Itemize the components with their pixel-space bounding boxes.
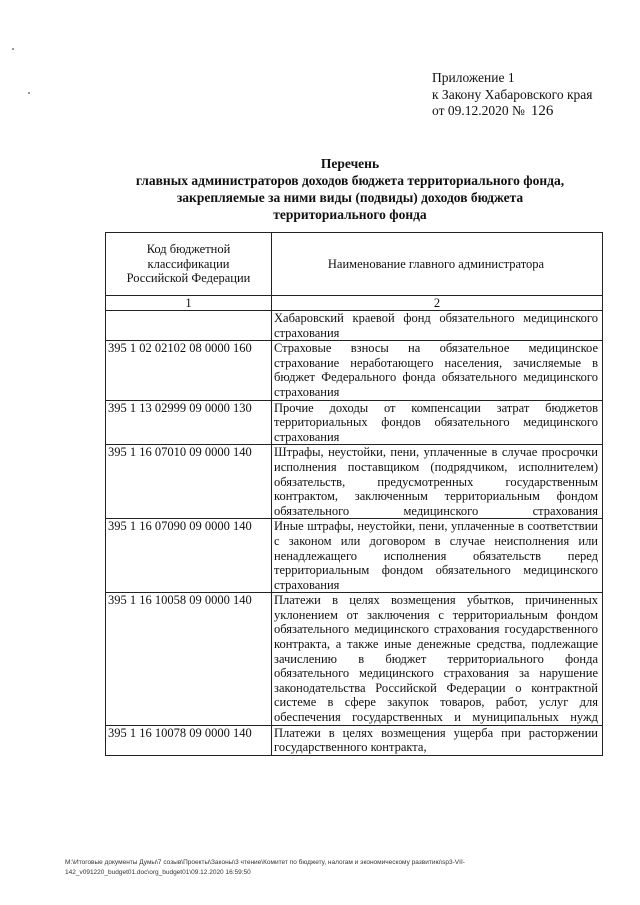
table-row xyxy=(106,593,603,725)
row-name: Штрафы, неустойки, пени, уплаченные в случае просрочки исполнения поставщиком (подрядчиком, исполнителем) обязательств, предусмотренных государственным контрактом, заключенным территориальным фондом обязательного медицинского страхования xyxy=(272,445,603,519)
table-row xyxy=(106,445,603,519)
row-code: 395 1 02 02102 08 0000 160 xyxy=(106,341,272,400)
scan-speck xyxy=(12,48,14,50)
title-line-2: главных администраторов доходов бюджета территориального фонда, xyxy=(135,173,565,188)
table-row xyxy=(106,311,603,341)
column-number-1: 1 xyxy=(106,296,272,311)
appendix-line-1: Приложение 1 xyxy=(432,70,515,85)
row-code: 395 1 16 07090 09 0000 140 xyxy=(106,519,272,593)
table-row xyxy=(106,725,603,755)
title-line-3: закрепляемые за ними виды (подвиды) доходов бюджета xyxy=(176,190,524,205)
appendix-line-2: к Закону Хабаровского края xyxy=(432,86,593,102)
table-row xyxy=(106,400,603,445)
table-row xyxy=(106,519,603,593)
table-row xyxy=(106,341,603,400)
header-code: Код бюджетной классификации Российской Федерации xyxy=(106,233,272,296)
column-number-2: 2 xyxy=(272,296,603,311)
row-name: Прочие доходы от компенсации затрат бюджетов территориальных фондов обязательного медицинского страхования xyxy=(272,400,603,445)
header-name: Наименование главного администратора xyxy=(272,233,603,296)
footer-line-1: M:\Итоговые документы Думы\7 созыв\Проекты\Законы\3 чтение\Комитет по бюджету, налогам и экономическому развитию\sp3-VII- xyxy=(65,859,465,866)
row-code: 395 1 16 10058 09 0000 140 xyxy=(106,593,272,725)
revenue-table xyxy=(105,232,603,756)
table-header-row xyxy=(106,233,603,296)
row-name: Платежи в целях возмещения убытков, причиненных уклонением от заключения с территориальным фондом обязательного медицинского страхования государственного контракта, а также иные денежные средства, подлежащие зачислению в бюджет территориального фонда обязательного медицинского страхования за нарушение законодательства Российской Федерации о контрактной системе в сфере закупок товаров, работ, услуг для обеспечения государственных и муниципальных нужд xyxy=(272,593,603,725)
appendix-line-3 xyxy=(432,103,593,120)
row-code: 395 1 16 10078 09 0000 140 xyxy=(106,725,272,755)
appendix-block xyxy=(432,70,593,120)
appendix-date: от 09.12.2020 № xyxy=(432,103,525,118)
scan-speck xyxy=(28,92,30,94)
footer-line-2: 142_v091220_budget01.doc\org_budget01\09.12.2020 16:59:50 xyxy=(65,869,251,876)
title-line-1: Перечень xyxy=(320,156,380,171)
row-name: Хабаровский краевой фонд обязательного медицинского страхования xyxy=(272,311,603,341)
title-line-4: территориального фонда xyxy=(273,207,427,222)
file-path-footer xyxy=(65,858,610,878)
row-code: 395 1 16 07010 09 0000 140 xyxy=(106,445,272,519)
row-code: 395 1 13 02999 09 0000 130 xyxy=(106,400,272,445)
row-name: Страховые взносы на обязательное медицинское страхование неработающего населения, зачисляемые в бюджет Федерального фонда обязательного медицинского страхования xyxy=(272,341,603,400)
row-code xyxy=(106,311,272,341)
column-number-row xyxy=(106,296,603,311)
document-title xyxy=(100,155,600,223)
row-name: Платежи в целях возмещения ущерба при расторжении государственного контракта, xyxy=(272,725,603,755)
law-number: 126 xyxy=(530,103,554,119)
row-name: Иные штрафы, неустойки, пени, уплаченные в соответствии с законом или договором в случае неисполнения или ненадлежащего исполнения обязательств перед территориальным фондом обязательного медицинского страхования xyxy=(272,519,603,593)
